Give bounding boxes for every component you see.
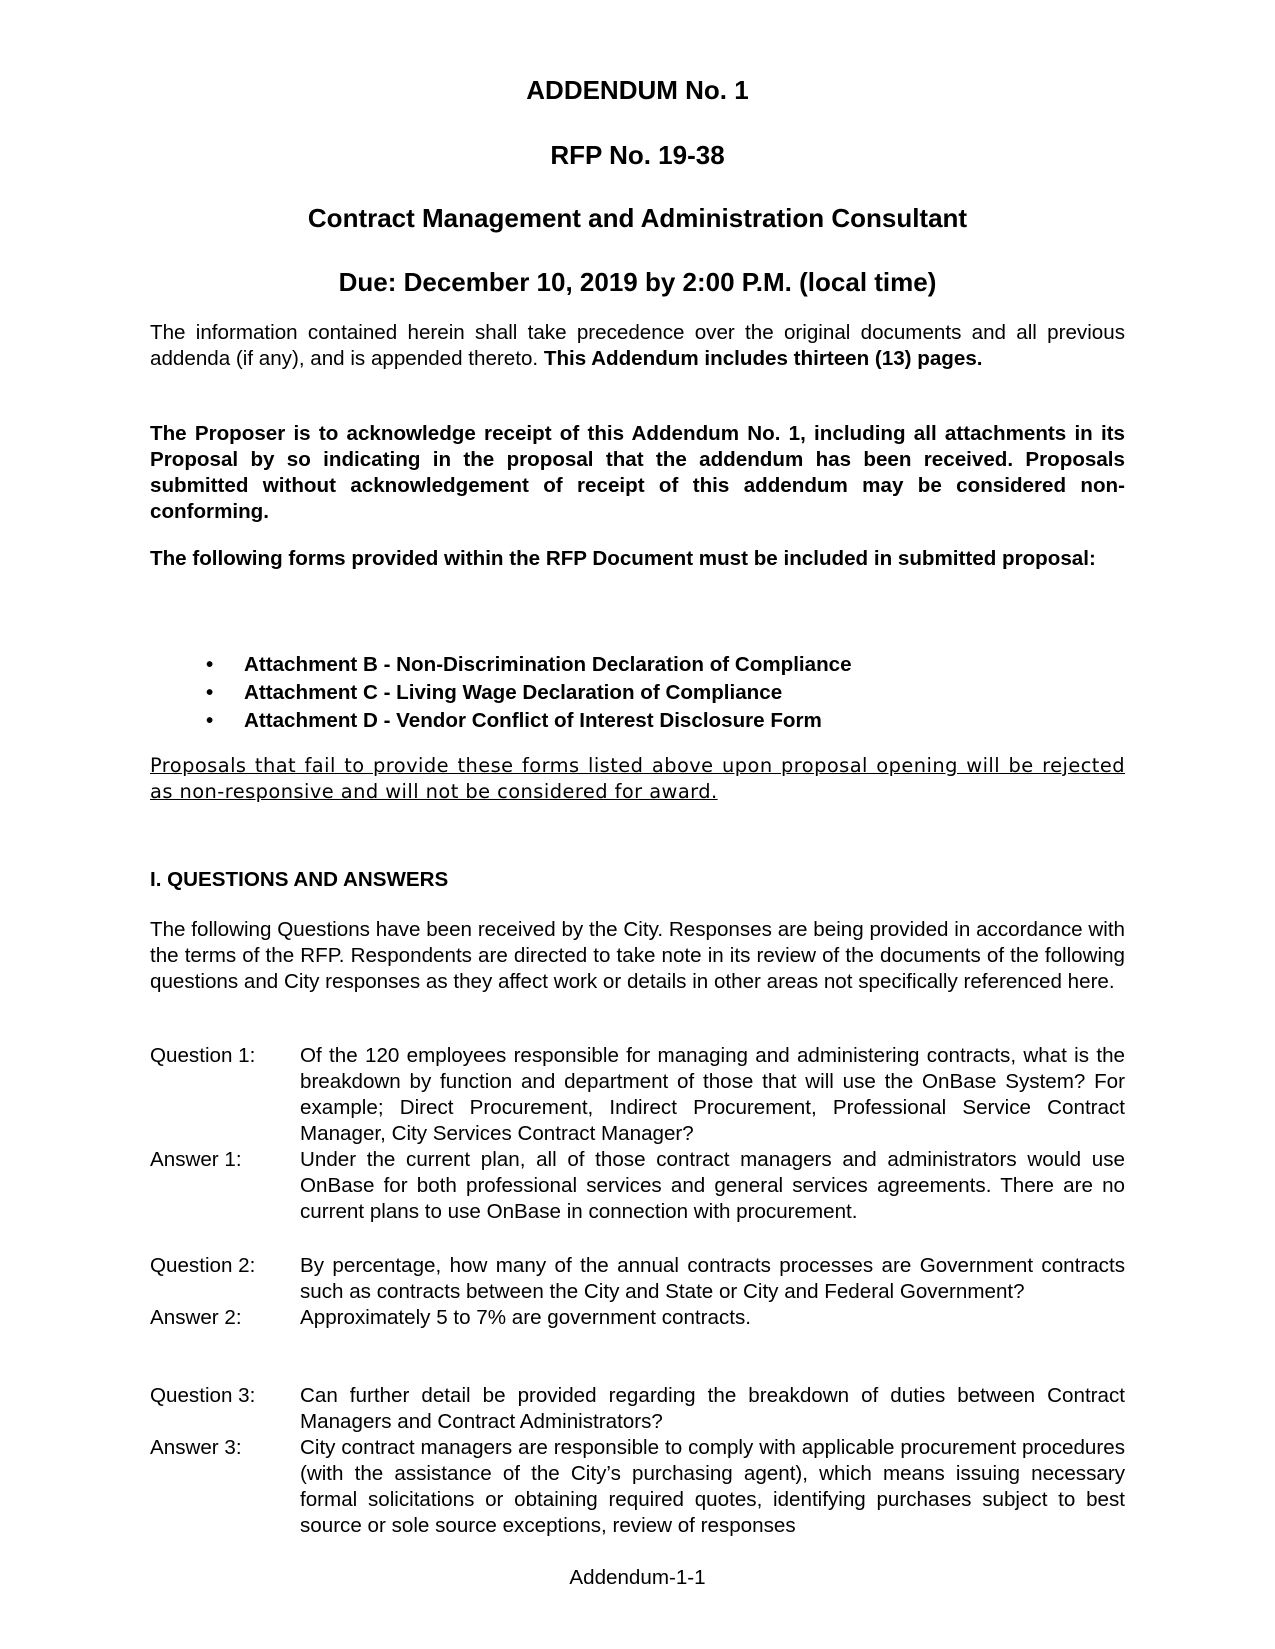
forms-intro: The following forms provided within the RFP Document must be included in submitted proposal:	[150, 547, 1096, 570]
answer-label: Answer 1:	[150, 1148, 242, 1171]
answer-row	[150, 1435, 1125, 1539]
section-intro: The following Questions have been received by the City. Responses are being provided in accordance with the terms of the RFP. Respondents are directed to take note in its review of the documents of the following questions and City responses as they affect work or details in other areas not specifically referenced here.	[150, 918, 1125, 993]
qa-item-3	[150, 1383, 1125, 1539]
answer-text: Under the current plan, all of those contract managers and administrators would use OnBase for both professional services and general services agreements. There are no current plans to use OnBase in connection with procurement.	[300, 1148, 1125, 1223]
qa-item-2	[150, 1253, 1125, 1331]
question-row	[150, 1383, 1125, 1435]
acknowledgement-paragraph: The Proposer is to acknowledge receipt of this Addendum No. 1, including all attachments in its Proposal by so indicating in the proposal that the addendum has been received. Proposals submitted without acknowledgement of receipt of this addendum may be considered non-conforming.	[150, 422, 1125, 523]
bullet-icon: •	[206, 681, 214, 704]
list-item	[150, 651, 1125, 679]
question-text: By percentage, how many of the annual contracts processes are Government contracts such as contracts between the City and State or City and Federal Government?	[300, 1254, 1125, 1303]
addendum-title: ADDENDUM No. 1	[526, 75, 749, 105]
answer-text: City contract managers are responsible to comply with applicable procurement procedures (with the assistance of the City’s purchasing agent), which means issuing necessary formal solicitations or obtaining required quotes, identifying purchases subject to best source or sole source exceptions, review of responses	[300, 1436, 1125, 1537]
form-item-label: Attachment D - Vendor Conflict of Interest Disclosure Form	[244, 709, 822, 732]
bullet-icon: •	[206, 653, 214, 676]
question-text: Of the 120 employees responsible for managing and administering contracts, what is the breakdown by function and department of those that will use the OnBase System? For example; Direct Procurement, Indirect Procurement, Professional Service Contract Manager, City Services Contract Manager?	[300, 1044, 1125, 1145]
rfp-number: RFP No. 19-38	[550, 140, 725, 170]
rejection-note: Proposals that fail to provide these forms listed above upon proposal opening will be rejected as non-responsive and will not be considered for award.	[150, 754, 1125, 803]
answer-text: Approximately 5 to 7% are government contracts.	[300, 1306, 751, 1329]
form-item-label: Attachment C - Living Wage Declaration of Compliance	[244, 681, 783, 704]
rejection-note-block	[150, 753, 1125, 805]
page-footer: Addendum-1-1	[569, 1566, 706, 1589]
intro-paragraph	[150, 320, 1125, 372]
question-row	[150, 1253, 1125, 1305]
question-label: Question 3:	[150, 1384, 256, 1407]
form-item-label: Attachment B - Non-Discrimination Declaration of Compliance	[244, 653, 852, 676]
question-label: Question 1:	[150, 1044, 256, 1067]
question-label: Question 2:	[150, 1254, 256, 1277]
bullet-icon: •	[206, 709, 214, 732]
answer-label: Answer 2:	[150, 1306, 242, 1329]
answer-label: Answer 3:	[150, 1436, 242, 1459]
list-item	[150, 679, 1125, 707]
section-heading: I. QUESTIONS AND ANSWERS	[150, 868, 449, 891]
qa-item-1	[150, 1043, 1125, 1225]
intro-page-count: This Addendum includes thirteen (13) pages.	[543, 347, 983, 370]
required-forms-list	[150, 651, 1125, 735]
answer-row	[150, 1147, 1125, 1225]
list-item	[150, 707, 1125, 735]
answer-row	[150, 1305, 1125, 1331]
project-title: Contract Management and Administration Consultant	[307, 203, 968, 233]
question-row	[150, 1043, 1125, 1147]
due-date-line: Due: December 10, 2019 by 2:00 P.M. (local time)	[338, 267, 937, 297]
intro-text: The information contained herein shall take precedence over the original documents and all previous addenda (if any), and is appended thereto.	[150, 321, 1125, 370]
question-text: Can further detail be provided regarding the breakdown of duties between Contract Managers and Contract Administrators?	[300, 1384, 1125, 1433]
